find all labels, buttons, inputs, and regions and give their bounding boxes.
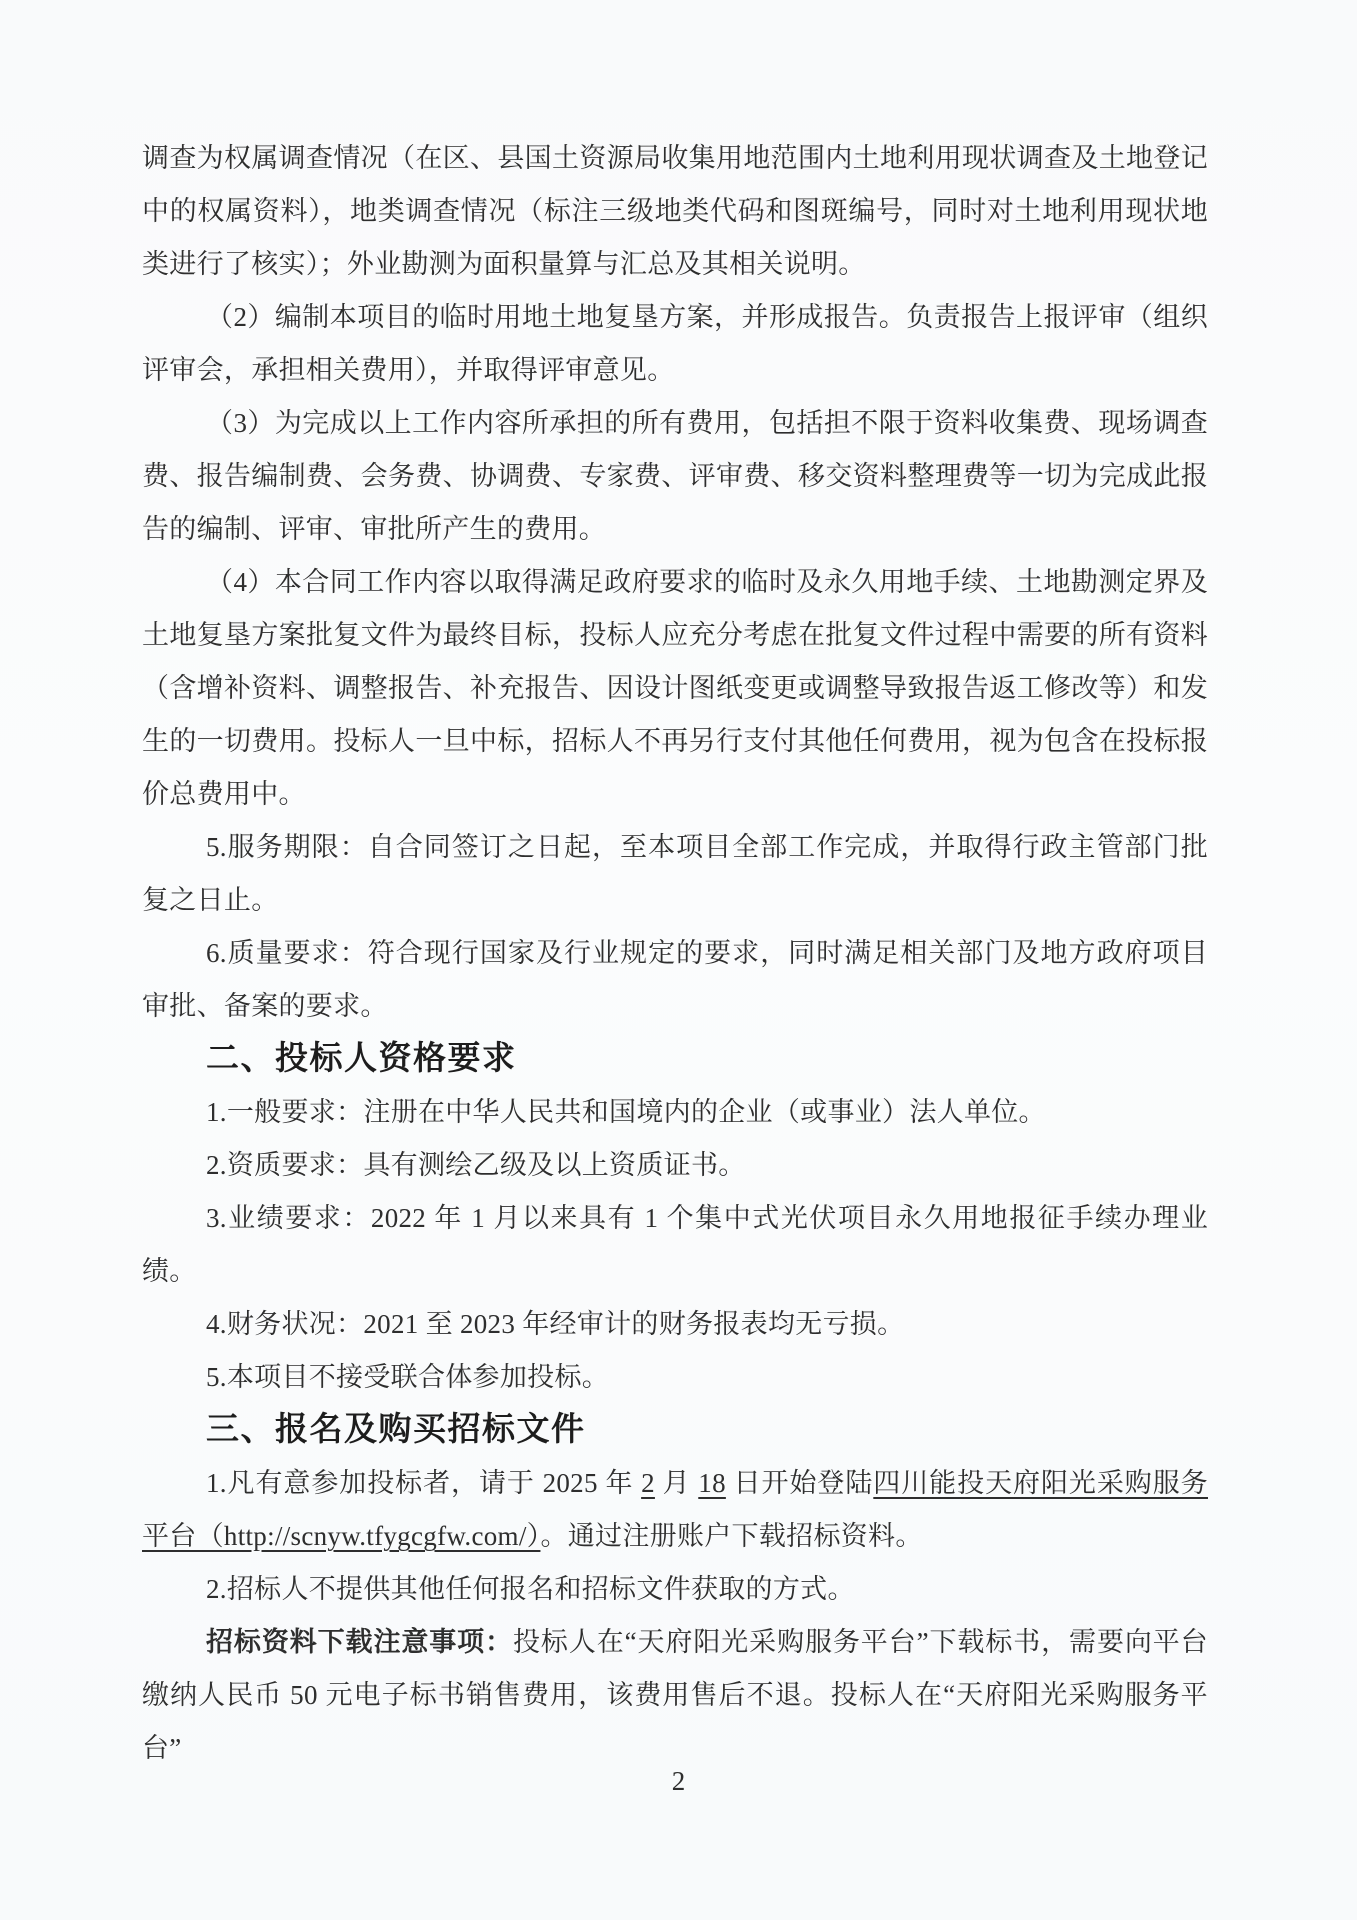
paragraph [142,1086,1208,1139]
document-body [142,132,1208,1775]
text-run: 月 [654,1468,699,1498]
paragraph [142,291,1208,397]
text-run: 6.质量要求：符合现行国家及行业规定的要求，同时满足相关部门及地方政府项目审批、备案的要求。 [142,938,1208,1021]
bold-run: 招标资料下载注意事项： [206,1627,513,1657]
paragraph [142,821,1208,927]
text-run: 5.本项目不接受联合体参加投标。 [206,1362,610,1392]
paragraph [142,1457,1208,1563]
text-run: 调查为权属调查情况（在区、县国土资源局收集用地范围内土地利用现状调查及土地登记中的权属资料），地类调查情况（标注三级地类代码和图斑编号，同时对土地利用现状地类进行了核实）；外业勘测为面积量算与汇总及其相关说明。 [142,143,1208,279]
paragraph [142,1139,1208,1192]
text-run: 日开始登陆 [725,1468,874,1498]
paragraph [142,1351,1208,1404]
text-run: 二、投标人资格要求 [206,1041,517,1077]
section-heading [142,1404,1208,1457]
text-run: 3.业绩要求：2022 年 1 月以来具有 1 个集中式光伏项目永久用地报征手续办理业绩。 [142,1203,1208,1286]
text-run: （3）为完成以上工作内容所承担的所有费用，包括担不限于资料收集费、现场调查费、报告编制费、会务费、协调费、专家费、评审费、移交资料整理费等一切为完成此报告的编制、评审、审批所产生的费用。 [142,408,1208,544]
underlined-run: 四川能投天府阳光采购服务平台（http://scnyw.tfygcgfw.com/） [142,1468,1208,1551]
text-run: 1.凡有意参加投标者，请于 2025 年 [206,1468,642,1498]
paragraph [142,556,1208,821]
paragraph [142,1616,1208,1775]
text-run: 1.一般要求：注册在中华人民共和国境内的企业（或事业）法人单位。 [206,1097,1046,1127]
section-heading [142,1033,1208,1086]
text-run: （4）本合同工作内容以取得满足政府要求的临时及永久用地手续、土地勘测定界及土地复垦方案批复文件为最终目标，投标人应充分考虑在批复文件过程中需要的所有资料（含增补资料、调整报告、补充报告、因设计图纸变更或调整导致报告返工修改等）和发生的一切费用。投标人一旦中标，招标人不再另行支付其他任何费用，视为包含在投标报价总费用中。 [142,567,1208,809]
text-run: 三、报名及购买招标文件 [206,1412,586,1448]
paragraph [142,1563,1208,1616]
text-run: （2）编制本项目的临时用地土地复垦方案，并形成报告。负责报告上报评审（组织评审会，承担相关费用），并取得评审意见。 [142,302,1208,385]
paragraph [142,397,1208,556]
paragraph [142,1298,1208,1351]
text-run: 。通过注册账户下载招标资料。 [540,1521,923,1551]
text-run: 2.招标人不提供其他任何报名和招标文件获取的方式。 [206,1574,855,1604]
text-run: 投标人在“天府阳光采购服务平台”下载标书，需要向平台缴纳人民币 50 元电子标书销售费用，该费用售后不退。投标人在“天府阳光采购服务平台” [142,1627,1208,1763]
paragraph [142,1192,1208,1298]
underlined-run: 18 [698,1468,726,1498]
paragraph [142,927,1208,1033]
text-run: 2.资质要求：具有测绘乙级及以上资质证书。 [206,1150,746,1180]
page-number: 2 [671,1766,686,1796]
underlined-run: 2 [641,1468,655,1498]
paragraph [142,132,1208,291]
text-run: 5.服务期限：自合同签订之日起，至本项目全部工作完成，并取得行政主管部门批复之日止。 [142,832,1208,915]
text-run: 4.财务状况：2021 至 2023 年经审计的财务报表均无亏损。 [206,1309,905,1339]
